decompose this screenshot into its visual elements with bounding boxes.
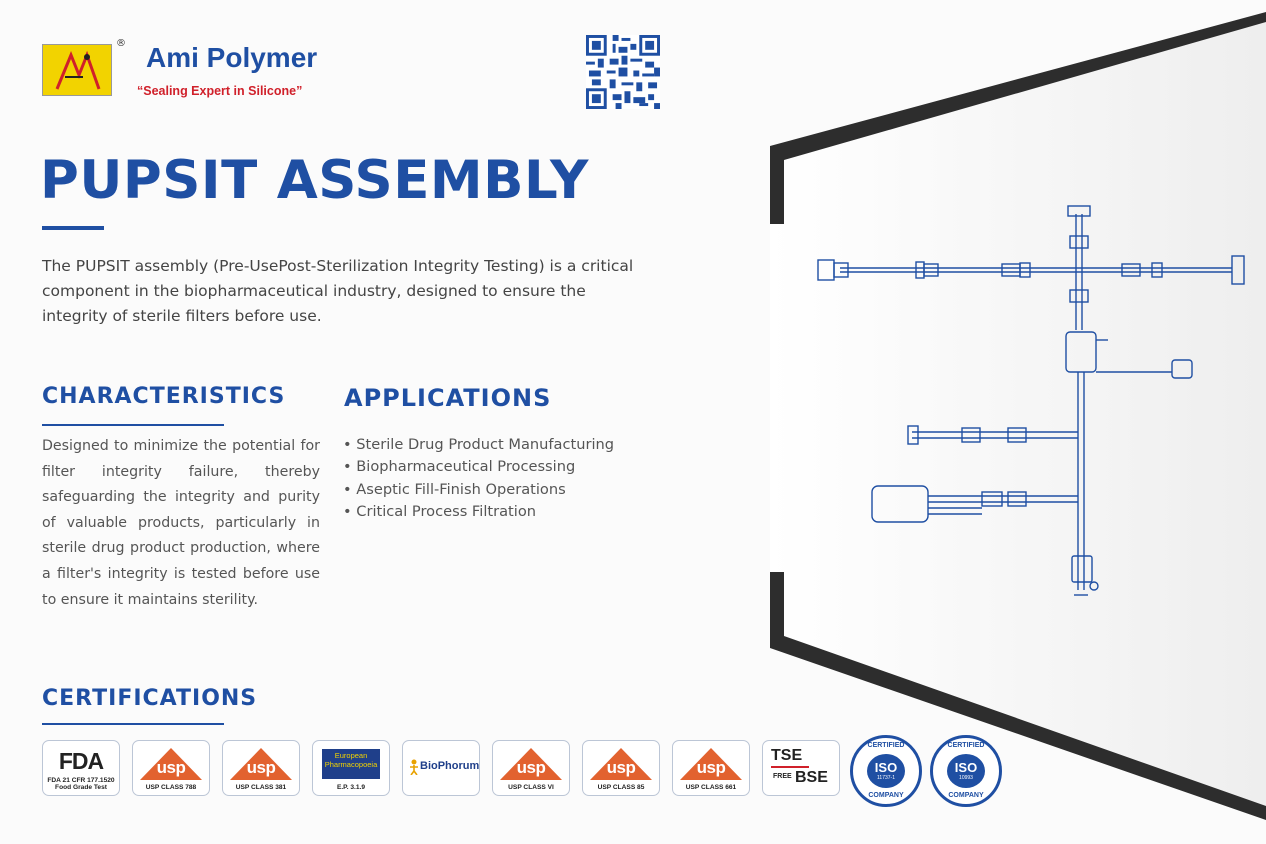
iso-10993-seal	[930, 735, 1002, 807]
usp-logo: usp	[606, 758, 636, 777]
seal-bottom-text: COMPANY	[868, 792, 904, 799]
biophorum-logo: BioPhorum	[420, 760, 480, 772]
brand-tagline: “Sealing Expert in Silicone”	[137, 84, 303, 98]
usp-logo: usp	[696, 758, 726, 777]
certifications-row	[42, 740, 1002, 800]
intro-paragraph: The PUPSIT assembly (Pre-UsePost-Sterilization Integrity Testing) is a critical component in the biopharmaceutical industry, designed to ensure the integrity of sterile filters before use.	[42, 257, 634, 325]
usp-vi-badge	[492, 740, 570, 796]
ep-caption: E.P. 3.1.9	[336, 784, 366, 791]
ep-badge	[312, 740, 390, 796]
usp-caption: USP CLASS 85	[597, 784, 645, 791]
usp-caption: USP CLASS 661	[685, 784, 737, 791]
tse-bse-badge	[762, 740, 840, 796]
tse-underline	[771, 766, 809, 768]
usp-caption: USP CLASS VI	[508, 784, 554, 791]
list-item: • Aseptic Fill-Finish Operations	[343, 479, 614, 501]
iso-number: 10993	[959, 775, 973, 781]
usp-logo: usp	[516, 758, 546, 777]
usp-caption: USP CLASS 381	[235, 784, 287, 791]
page-title: PUPSIT ASSEMBLY	[40, 150, 589, 211]
usp-381-badge	[222, 740, 300, 796]
characteristics-text: Designed to minimize the potential for filter integrity failure, thereby safeguarding the integrity and purity of valuable products, particularly in sterile drug product production, where a filter's integrity is tested before use to ensure it maintains sterility.	[42, 438, 320, 608]
usp-logo: usp	[246, 758, 276, 777]
fda-badge	[42, 740, 120, 796]
iso-label: ISO	[954, 760, 978, 775]
characteristics-heading: CHARACTERISTICS	[42, 384, 286, 409]
usp-logo: usp	[156, 758, 186, 777]
seal-bottom-text: COMPANY	[948, 792, 984, 799]
iso-number: 11737-1	[877, 775, 895, 781]
bse-logo: BSE	[795, 769, 828, 786]
free-label: FREE	[773, 773, 792, 780]
certifications-rule	[42, 723, 224, 725]
registered-mark: ®	[116, 38, 126, 49]
usp-caption: USP CLASS 788	[145, 784, 197, 791]
seal-top-text: CERTIFIED	[867, 742, 905, 749]
biophorum-figure-icon	[409, 759, 419, 775]
tse-logo: TSE	[771, 747, 803, 764]
usp-788-badge	[132, 740, 210, 796]
pupsit-assembly-diagram-icon	[812, 200, 1252, 610]
usp-85-badge	[582, 740, 660, 796]
fda-caption: FDA 21 CFR 177.1520 Food Grade Test	[47, 777, 115, 791]
iso-11737-seal	[850, 735, 922, 807]
fda-logo: FDA	[58, 748, 104, 774]
brand-name: Ami Polymer	[146, 42, 318, 73]
list-item: • Biopharmaceutical Processing	[343, 456, 614, 478]
usp-661-badge	[672, 740, 750, 796]
seal-top-text: CERTIFIED	[947, 742, 985, 749]
biophorum-badge	[402, 740, 480, 796]
iso-label: ISO	[874, 760, 898, 775]
certifications-heading: CERTIFICATIONS	[42, 686, 258, 711]
applications-heading: APPLICATIONS	[344, 384, 552, 412]
list-item: • Critical Process Filtration	[343, 501, 614, 523]
list-item: • Sterile Drug Product Manufacturing	[343, 434, 614, 456]
european-pharmacopoeia-logo: European Pharmacopoeia	[322, 749, 380, 779]
